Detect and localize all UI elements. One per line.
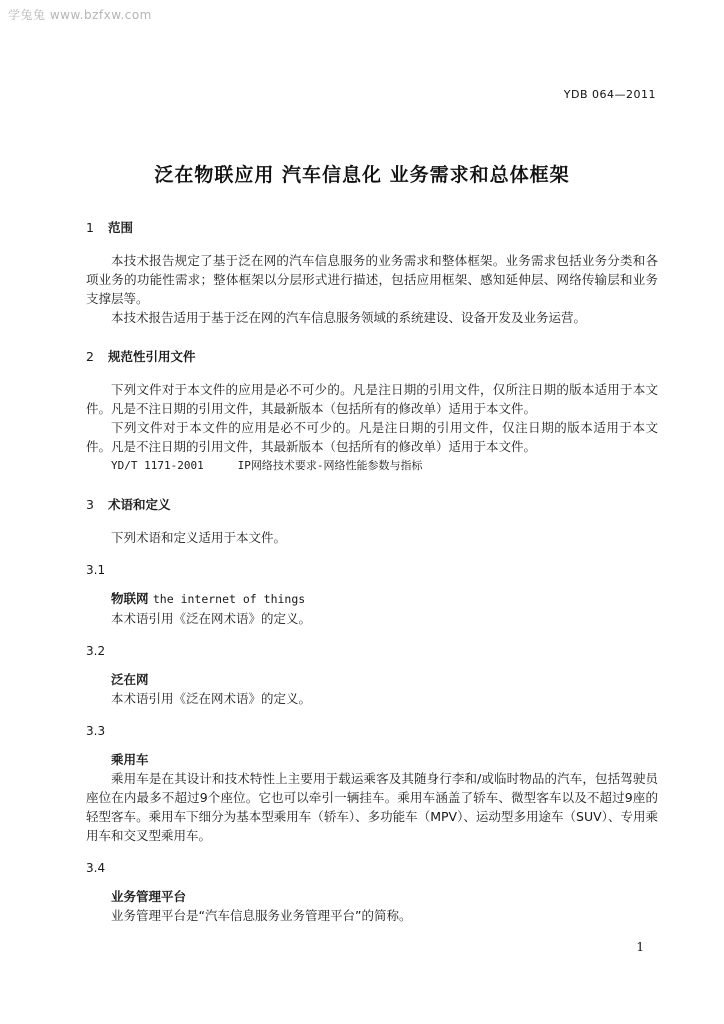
section-number: 3 [86,497,94,512]
term-definition: 本术语引用《泛在网术语》的定义。 [111,611,312,626]
term-name: 物联网 [111,591,149,606]
section-heading-terms [86,495,658,514]
document-body [86,218,658,925]
paragraph: 下列文件对于本文件的应用是必不可少的。凡是注日期的引用文件，仅所注日期的版本适用于本文件。凡是不注日期的引用文件，其最新版本（包括所有的修改单）适用于本文件。 [86,382,658,416]
paragraph: 本技术报告规定了基于泛在网的汽车信息服务的业务需求和整体框架。业务需求包括业务分类和各项业务的功能性需求；整体框架以分层形式进行描述，包括应用框架、感知延伸层、网络传输层和业务支撑层等。 [86,253,658,306]
section-title: 范围 [107,220,133,235]
section-number: 2 [86,349,94,364]
term-definition: 乘用车是在其设计和技术特性上主要用于载运乘客及其随身行李和/或临时物品的汽车，包括驾驶员座位在内最多不超过9个座位。它也可以牵引一辆挂车。乘用车涵盖了轿车、微型客车以及不超过9座的轻型客车。乘用车下细分为基本型乘用车（轿车）、多功能车（MPV）、运动型多用途车（SUV）、专用乘用车和交叉型乘用车。 [86,771,658,843]
section-number: 1 [86,220,94,235]
term-number: 3.1 [86,563,106,577]
section-heading-normative-references [86,347,658,366]
section-title: 术语和定义 [107,497,171,512]
section-title: 规范性引用文件 [107,349,196,364]
watermark: 学兔兔 www.bzfxw.com [8,8,152,22]
term-name: 业务管理平台 [111,889,187,904]
term-heading [86,589,658,609]
paragraph: 下列术语和定义适用于本文件。 [111,530,287,545]
term-heading [86,887,658,906]
paragraph: 本技术报告适用于基于泛在网的汽车信息服务领域的系统建设、设备开发及业务运营。 [111,310,587,325]
paragraph: 下列文件对于本文件的应用是必不可少的。凡是注日期的引用文件，仅注日期的版本适用于本文件。凡是不注日期的引用文件，其最新版本（包括所有的修改单）适用于本文件。 [86,420,658,454]
term-english: the internet of things [152,592,306,606]
term-heading [86,750,658,769]
term-number: 3.2 [86,644,106,658]
term-definition: 业务管理平台是“汽车信息服务业务管理平台”的简称。 [111,908,412,923]
page-title: 泛在物联应用 汽车信息化 业务需求和总体框架 [154,164,570,186]
reference-title: IP网络技术要求-网络性能参数与指标 [237,459,423,472]
term-definition: 本术语引用《泛在网术语》的定义。 [111,691,312,706]
standard-number: YDB 064—2011 [563,88,656,101]
term-name: 泛在网 [111,672,149,687]
page-number: 1 [636,940,644,954]
term-number: 3.4 [86,861,106,875]
term-heading [86,670,658,689]
term-number: 3.3 [86,724,106,738]
reference-code: YD/T 1171-2001 [111,459,204,472]
section-heading-scope [86,218,658,237]
reference-entry [86,456,658,475]
term-name: 乘用车 [111,752,149,767]
